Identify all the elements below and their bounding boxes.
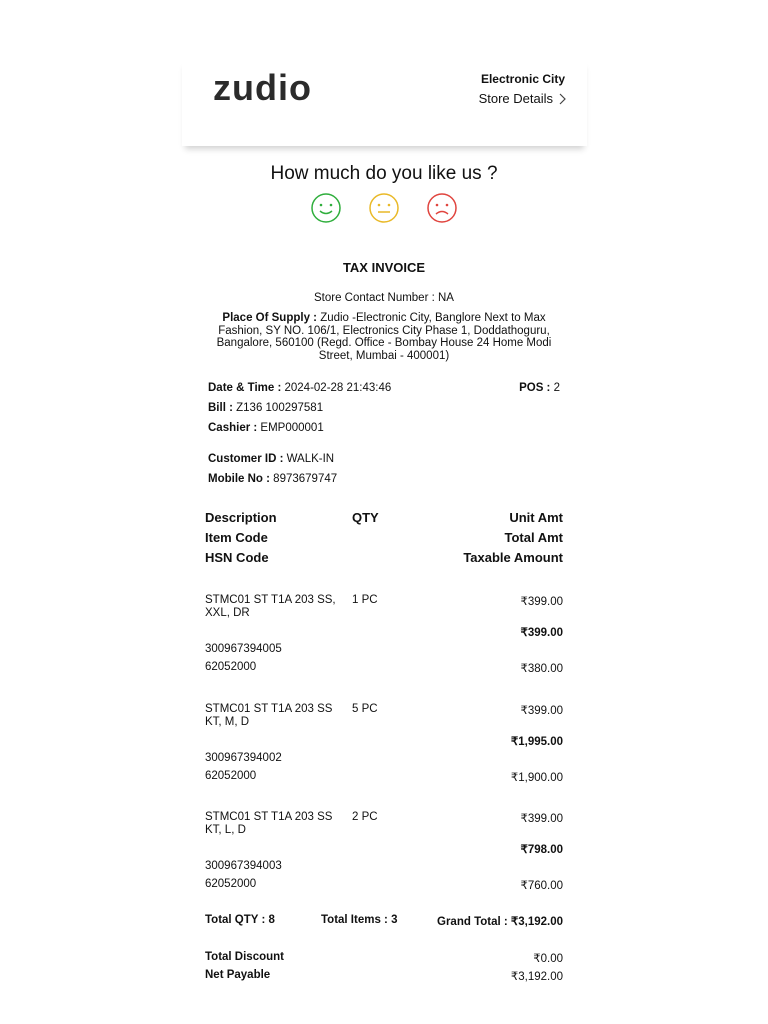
- item-qty: 2 PC: [352, 811, 378, 823]
- net-payable-value: ₹3,192.00: [510, 971, 563, 983]
- store-header: [182, 58, 587, 146]
- chevron-right-icon: [559, 93, 567, 105]
- mobile-value: 8973679747: [273, 473, 338, 485]
- customer-value: WALK-IN: [286, 453, 335, 465]
- bill-number: [208, 402, 323, 414]
- pos-value: 2: [553, 382, 560, 394]
- cashier-label: Cashier :: [208, 422, 261, 434]
- grand-total: Grand Total : ₹3,192.00: [437, 916, 563, 928]
- invoice-title: TAX INVOICE: [342, 260, 426, 275]
- col-unit-amt: Unit Amt: [509, 510, 563, 525]
- total-items: Total Items : 3: [321, 914, 398, 926]
- cashier: [208, 422, 324, 434]
- item-taxable: ₹1,900.00: [510, 772, 563, 784]
- supply-label: Place Of Supply :: [222, 312, 321, 324]
- datetime-label: Date & Time :: [208, 382, 285, 394]
- mobile-number: [208, 473, 337, 485]
- item-hsn-code: 62052000: [205, 878, 257, 890]
- item-description: STMC01 ST T1A 203 SS, XXL, DR: [205, 594, 336, 619]
- store-contact: [0, 292, 768, 304]
- store-name: Electronic City: [480, 72, 565, 86]
- customer-label: Customer ID :: [208, 453, 287, 465]
- total-discount-label: Total Discount: [205, 951, 285, 963]
- sad-face-icon[interactable]: [426, 192, 458, 224]
- item-total-amt: ₹399.00: [520, 627, 563, 639]
- item-unit-amt: ₹399.00: [520, 596, 563, 608]
- datetime-value: 2024-02-28 21:43:46: [284, 382, 392, 394]
- item-description: STMC01 ST T1A 203 SS KT, L, D: [205, 811, 333, 836]
- supply-value: Zudio -Electronic City, Banglore Next to Max Fashion, SY NO. 106/1, Electronics City Phase 1, Doddathoguru, Bangalore, 560100 (Regd. Office - Bombay House 24 Home Modi Street, Mumbai - 400001): [216, 312, 552, 362]
- bill-value: Z136 100297581: [236, 402, 324, 414]
- item-code: 300967394005: [205, 643, 282, 655]
- item-hsn-code: 62052000: [205, 661, 257, 673]
- bill-label: Bill :: [208, 402, 237, 414]
- rating-question: How much do you like us ?: [270, 163, 498, 184]
- customer-id: [208, 453, 334, 465]
- item-taxable: ₹760.00: [520, 880, 563, 892]
- item-code: 300967394002: [205, 752, 282, 764]
- happy-face-icon[interactable]: [310, 192, 342, 224]
- col-total-amt: Total Amt: [504, 530, 563, 545]
- store-details-label: Store Details: [478, 91, 553, 106]
- item-code: 300967394003: [205, 860, 282, 872]
- cashier-value: EMP000001: [260, 422, 324, 434]
- item-unit-amt: ₹399.00: [520, 813, 563, 825]
- svg-text:zudio: zudio: [213, 72, 312, 106]
- neutral-face-icon[interactable]: [368, 192, 400, 224]
- col-hsn-code: HSN Code: [205, 550, 269, 565]
- net-payable-label: Net Payable: [205, 969, 271, 981]
- store-details-link[interactable]: [479, 91, 567, 106]
- rating-faces: [310, 192, 458, 224]
- item-unit-amt: ₹399.00: [520, 705, 563, 717]
- col-qty: QTY: [352, 510, 379, 525]
- total-qty: Total QTY : 8: [205, 914, 275, 926]
- item-qty: 1 PC: [352, 594, 378, 606]
- item-description: STMC01 ST T1A 203 SS KT, M, D: [205, 703, 333, 728]
- item-total-amt: ₹1,995.00: [510, 736, 563, 748]
- item-total-amt: ₹798.00: [520, 844, 563, 856]
- col-item-code: Item Code: [205, 530, 268, 545]
- contact-label: Store Contact Number :: [314, 292, 438, 304]
- col-taxable-amount: Taxable Amount: [463, 550, 563, 565]
- mobile-label: Mobile No :: [208, 473, 274, 485]
- pos-label: POS :: [519, 382, 554, 394]
- item-qty: 5 PC: [352, 703, 378, 715]
- zudio-logo: [213, 72, 343, 106]
- item-hsn-code: 62052000: [205, 770, 257, 782]
- place-of-supply: [200, 312, 568, 362]
- total-discount-value: ₹0.00: [533, 953, 563, 965]
- contact-value: NA: [438, 292, 454, 304]
- pos: [519, 382, 560, 394]
- item-taxable: ₹380.00: [520, 663, 563, 675]
- datetime: [208, 382, 391, 394]
- col-description: Description: [205, 510, 277, 525]
